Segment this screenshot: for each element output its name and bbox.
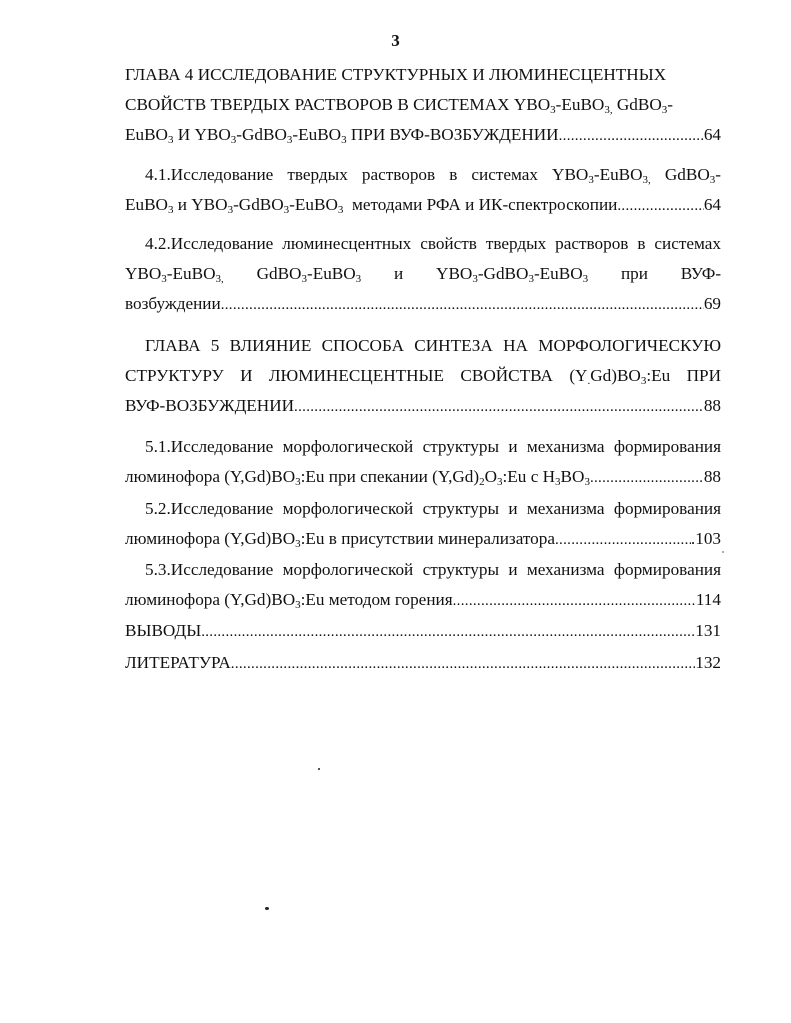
- toc-entry-conclusions[interactable]: [125, 616, 721, 647]
- toc-entry-literature[interactable]: [125, 648, 721, 679]
- section-5-3-line-2: люминофора $(Y,Gd)BO_3:Eu$ методом горения ..... 114: [125, 585, 721, 616]
- chapter-5-title-line-1: ГЛАВА 5 ВЛИЯНИЕ СПОСОБА СИНТЕЗА НА МОРФОЛОГИЧЕСКУЮ: [145, 335, 721, 355]
- dot-leader: [555, 525, 691, 555]
- toc-entry-section-5-1[interactable]: [125, 432, 721, 493]
- section-5-1-page: 88: [703, 467, 721, 487]
- dot-leader: [221, 290, 704, 320]
- section-5-2-page: .103: [690, 528, 721, 548]
- chapter-5-title-line-3: ВУФ-ВОЗБУЖДЕНИИ ..... 88: [125, 391, 721, 422]
- toc-entry-section-5-3[interactable]: [125, 555, 721, 616]
- section-5-1-line-1: 5.1.Исследование морфологической структуры и механизма формирования: [145, 437, 721, 457]
- chapter-5-title-line-2: СТРУКТУРУ И ЛЮМИНЕСЦЕНТНЫЕ СВОЙСТВА $(Y_.Gd)BO_3:Eu$ ПРИ: [125, 365, 721, 387]
- chapter-4-number: ГЛАВА 4: [125, 65, 194, 84]
- toc-entry-section-5-2[interactable]: [125, 494, 721, 555]
- dot-leader: [617, 191, 703, 221]
- toc-entry-chapter-5[interactable]: [125, 331, 721, 423]
- section-5-3-page: 114: [695, 590, 721, 610]
- section-4-2-page: 69: [703, 294, 721, 314]
- section-5-3-line-1: 5.3.Исследование морфологической структуры и механизма формирования: [145, 560, 721, 580]
- conclusions-label: ВЫВОДЫ: [125, 621, 202, 641]
- section-4-1-page: 64: [703, 194, 721, 214]
- conclusions-page: 131: [695, 621, 721, 641]
- chapter-4-title-line-2: СВОЙСТВ ТВЕРДЫХ РАСТВОРОВ В СИСТЕМАХ $YBO_3-EuBO_{3,}$ GdBO$_3$-: [125, 95, 673, 117]
- dot-leader: [590, 463, 704, 493]
- dot-leader: [201, 617, 695, 647]
- chapter-5-page: 88: [703, 396, 721, 416]
- dot-leader: [294, 392, 704, 422]
- table-of-contents: [125, 60, 721, 679]
- dot-leader: [453, 586, 696, 616]
- chapter-5-number: ГЛАВА 5: [145, 335, 220, 355]
- section-5-1-line-2: люминофора $(Y,Gd)BO_3:Eu$ при спекании $(Y,Gd)_2O_3:Eu$ с $H_3BO_3$ ..... 88: [125, 462, 721, 493]
- dot-leader: [559, 121, 704, 151]
- scan-speck: [722, 551, 724, 553]
- page-number: 3: [391, 31, 400, 50]
- literature-label: ЛИТЕРАТУРА: [125, 652, 231, 672]
- literature-page: 132: [695, 652, 721, 672]
- section-4-2-line-2: $YBO_3-EuBO_{3,}$ GdBO$_3$-EuBO$_3$ и $YBO_3-GdBO_3-EuBO_3$ при ВУФ-: [125, 264, 722, 286]
- section-4-1-line-1: 4.1.Исследование твердых растворов в системах $YBO_3-EuBO_{3,}$ GdBO$_3$-: [145, 164, 721, 186]
- chapter-4-title-line-1: ГЛАВА 4 ИССЛЕДОВАНИЕ СТРУКТУРНЫХ И ЛЮМИНЕСЦЕНТНЫХ: [125, 65, 667, 84]
- dot-leader: [231, 649, 695, 679]
- section-4-1-line-2: EuBO$_3$ и $YBO_3-GdBO_3-EuBO_3$ методами РФА и ИК-спектроскопии ..... 64: [125, 190, 721, 221]
- toc-entry-section-4-1[interactable]: [125, 160, 721, 221]
- section-5-2-line-1: 5.2.Исследование морфологической структуры и механизма формирования: [145, 498, 721, 518]
- chapter-4-page: 64: [703, 125, 721, 145]
- toc-entry-section-4-2[interactable]: [125, 229, 721, 321]
- scan-speck: [318, 768, 320, 770]
- section-4-2-line-3: возбуждении ..... 69: [125, 289, 721, 320]
- toc-entry-chapter-4[interactable]: [125, 60, 721, 152]
- scan-speck: [265, 907, 269, 910]
- chapter-4-title-line-3: EuBO$_3$ И $YBO_3-GdBO_3-EuBO_3$ ПРИ ВУФ-ВОЗБУЖДЕНИИ ..... 64: [125, 120, 721, 151]
- section-4-2-line-1: 4.2.Исследование люминесцентных свойств твердых растворов в системах: [145, 234, 721, 254]
- section-5-2-line-2: люминофора $(Y,Gd)BO_3:Eu$ в присутствии минерализатора ..... .103: [125, 524, 721, 555]
